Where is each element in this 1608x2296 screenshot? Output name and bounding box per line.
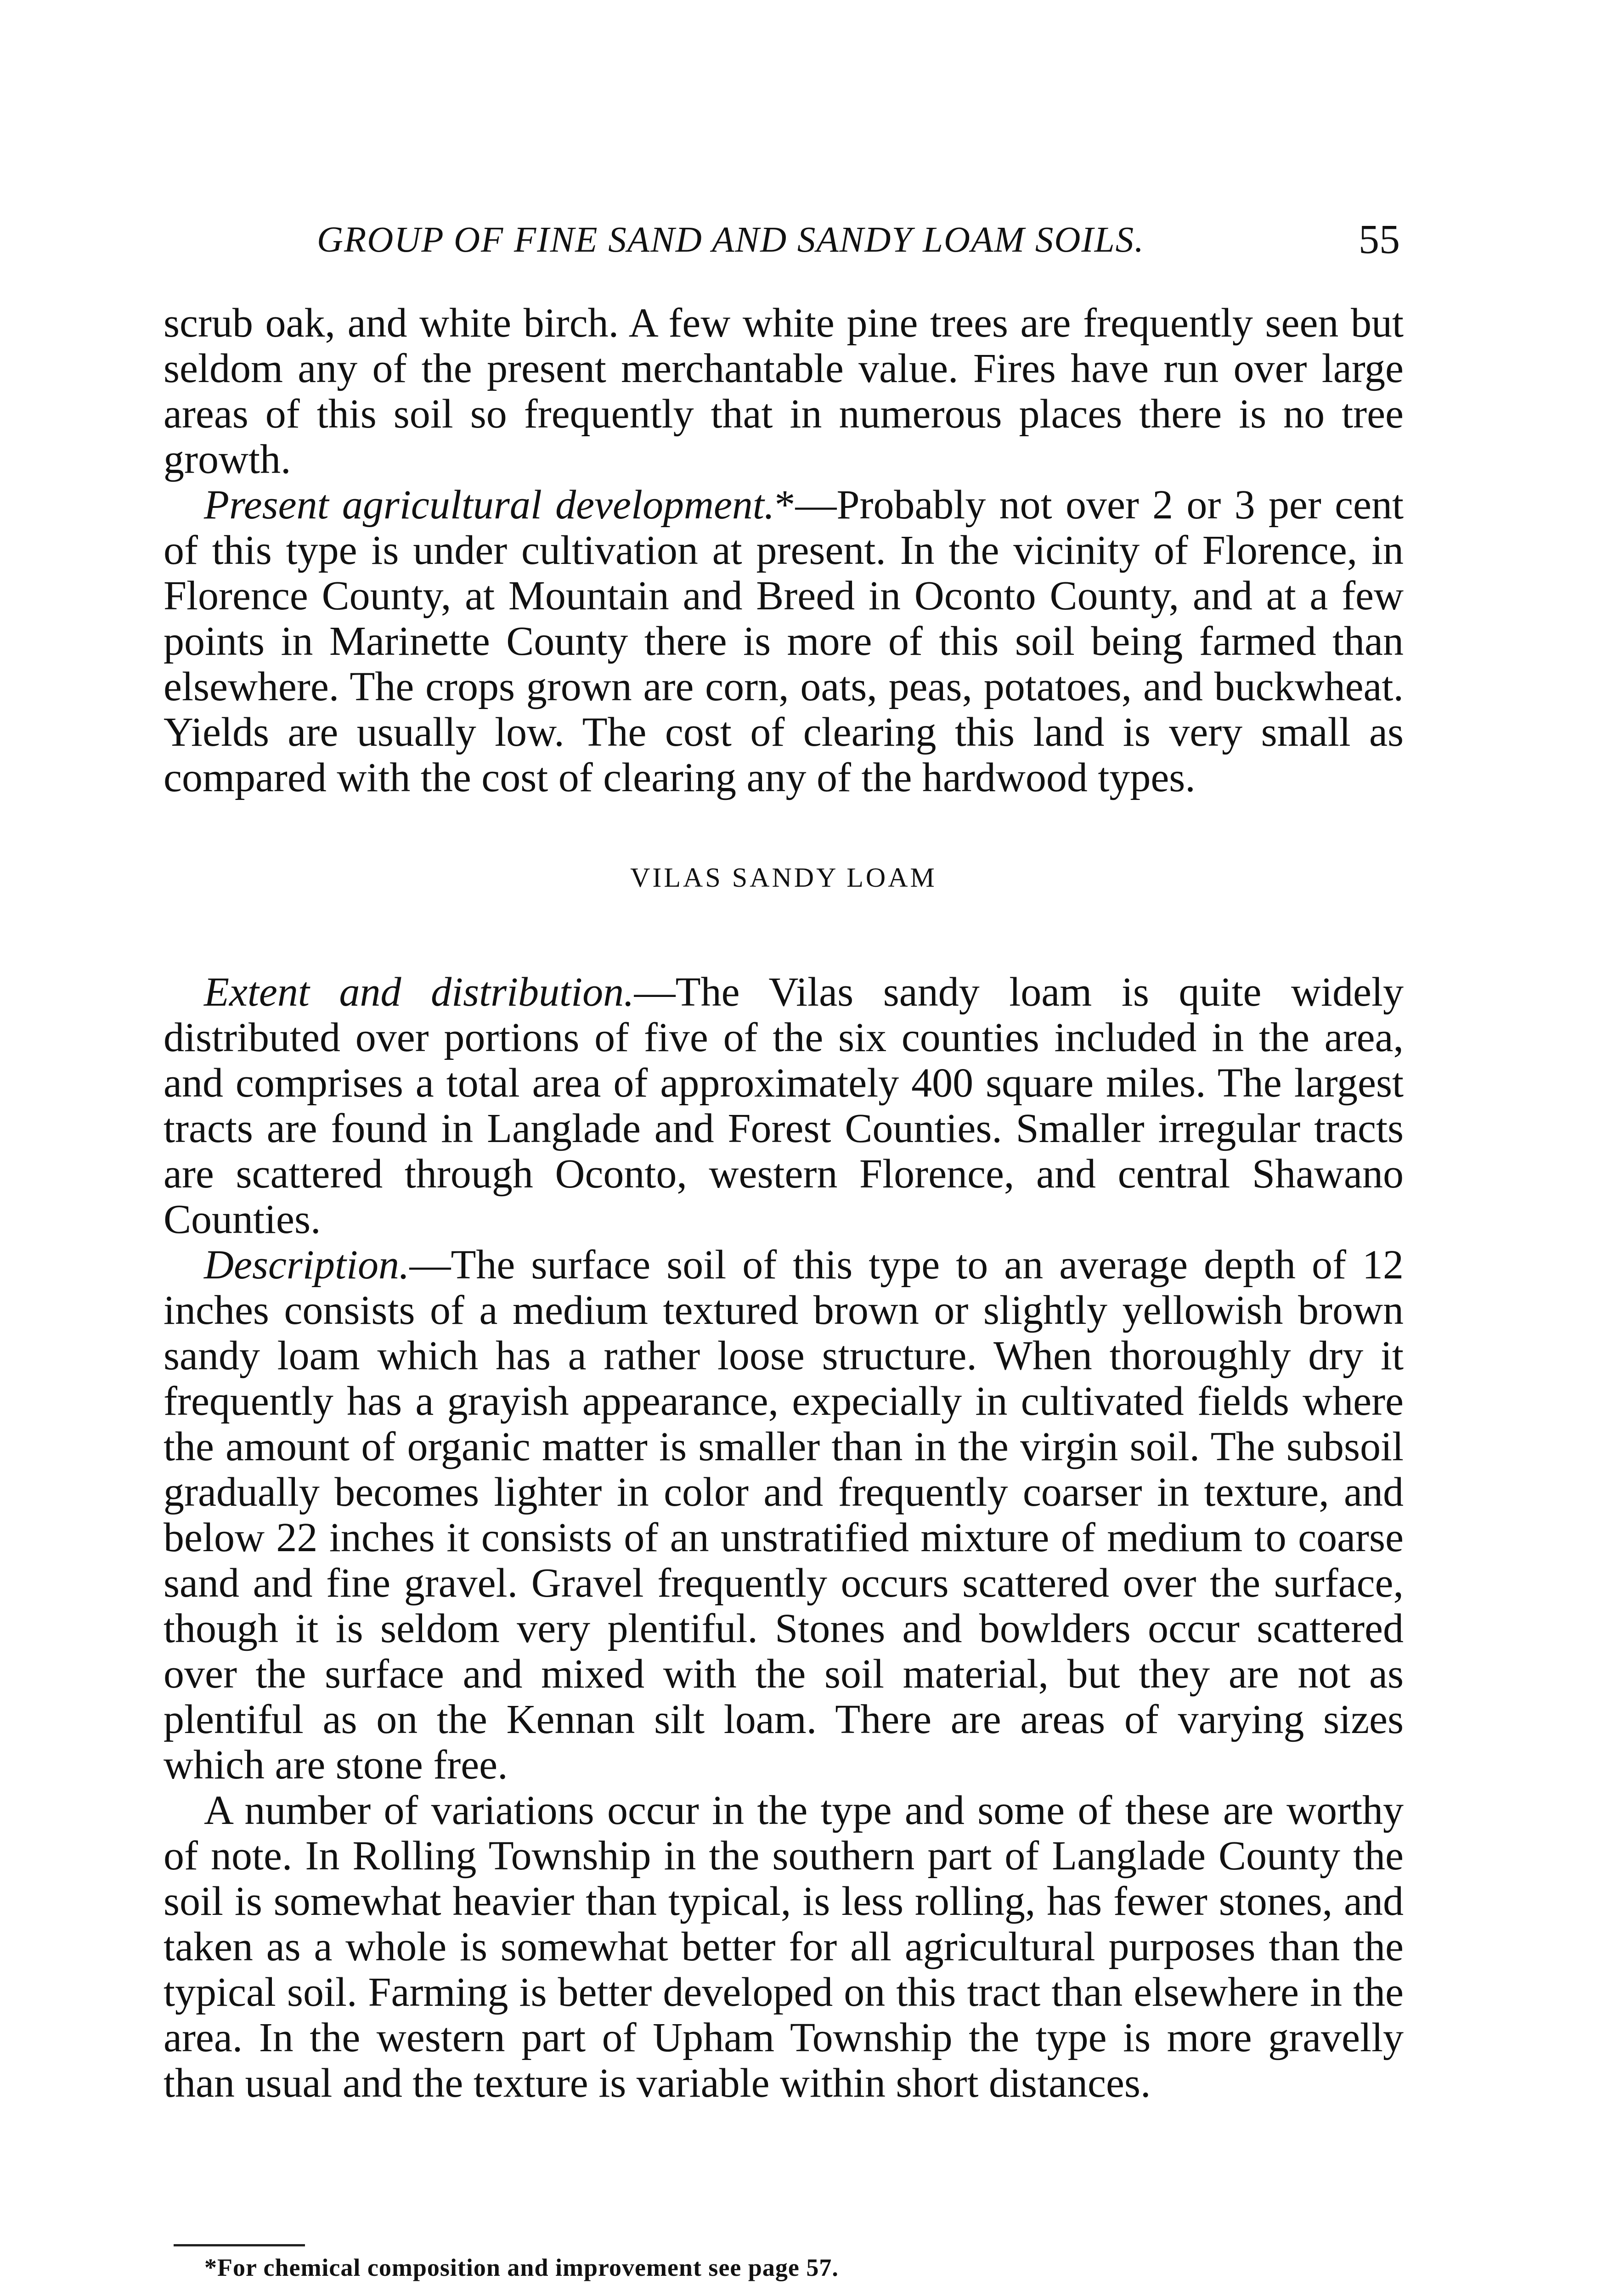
paragraph-extent-distribution [164, 969, 1404, 1242]
paragraph-description [164, 1242, 1404, 1788]
run-in-heading: Present agricultural development. [204, 482, 775, 528]
paragraph-text: —The surface soil of this type to an average depth of 12 inches consists of a medium textured brown or slightly yellowish brown sandy loam which has a rather loose structure. When thoroughly dry it frequently has a grayish appearance, expecially in cultivated fields where the amount of organic matter is smaller than in the virgin soil. The subsoil gradually becomes lighter in color and frequently coarser in texture, and below 22 inches it consists of an unstratified mixture of medium to coarse sand and fine gravel. Gravel frequently occurs scattered over the surface, though it is seldom very plentiful. Stones and bowlders occur scattered over the surface and mixed with the soil material, but they are not as plentiful as on the Kennan silt loam. There are areas of varying sizes which are stone free. [164, 1242, 1404, 1788]
paragraph-text: *—Probably not over 2 or 3 per cent of this type is under cultivation at present. In the vicinity of Florence, in Florence County, at Mountain and Breed in Oconto County, and at a few points in Marinette County there is more of this soil being farmed than elsewhere. The crops grown are corn, oats, peas, potatoes, and buckwheat. Yields are usually low. The cost of clearing this land is very small as compared with the cost of clearing any of the hardwood types. [164, 482, 1404, 800]
section-heading: VILAS SANDY LOAM [630, 862, 937, 893]
paragraph-text: —The Vilas sandy loam is quite widely distributed over portions of five of the six counties included in the area, and comprises a total area of approximately 400 square miles. The largest tracts are found in Langlade and Forest Counties. Smaller irregular tracts are scattered through Oconto, western Florence, and central Shawano Counties. [164, 969, 1404, 1242]
page-header [317, 219, 1410, 275]
running-title: GROUP OF FINE SAND AND SANDY LOAM SOILS. [317, 220, 1145, 260]
run-in-heading: Description. [204, 1242, 410, 1288]
paragraph-continued: scrub oak, and white birch. A few white pine trees are frequently seen but seldom any of the present merchantable value. Fires have run over large areas of this soil so frequently that in numerous places there is no tree growth. [164, 300, 1404, 482]
footnote: *For chemical composition and improvement see page 57. [204, 2254, 839, 2281]
page-number: 55 [1359, 217, 1400, 262]
footnote-rule [174, 2244, 305, 2246]
paragraph-variations: A number of variations occur in the type and some of these are worthy of note. In Rolling Township in the southern part of Langlade County the soil is somewhat heavier than typical, is less rolling, has fewer stones, and taken as a whole is somewhat better for all agricultural purposes than the typical soil. Farming is better developed on this tract than elsewhere in the area. In the western part of Upham Township the type is more gravelly than usual and the texture is variable within short distances. [164, 1788, 1404, 2106]
body-text [164, 300, 1404, 2106]
run-in-heading: Extent and distribution. [204, 969, 634, 1015]
paragraph-agricultural-development [164, 482, 1404, 800]
